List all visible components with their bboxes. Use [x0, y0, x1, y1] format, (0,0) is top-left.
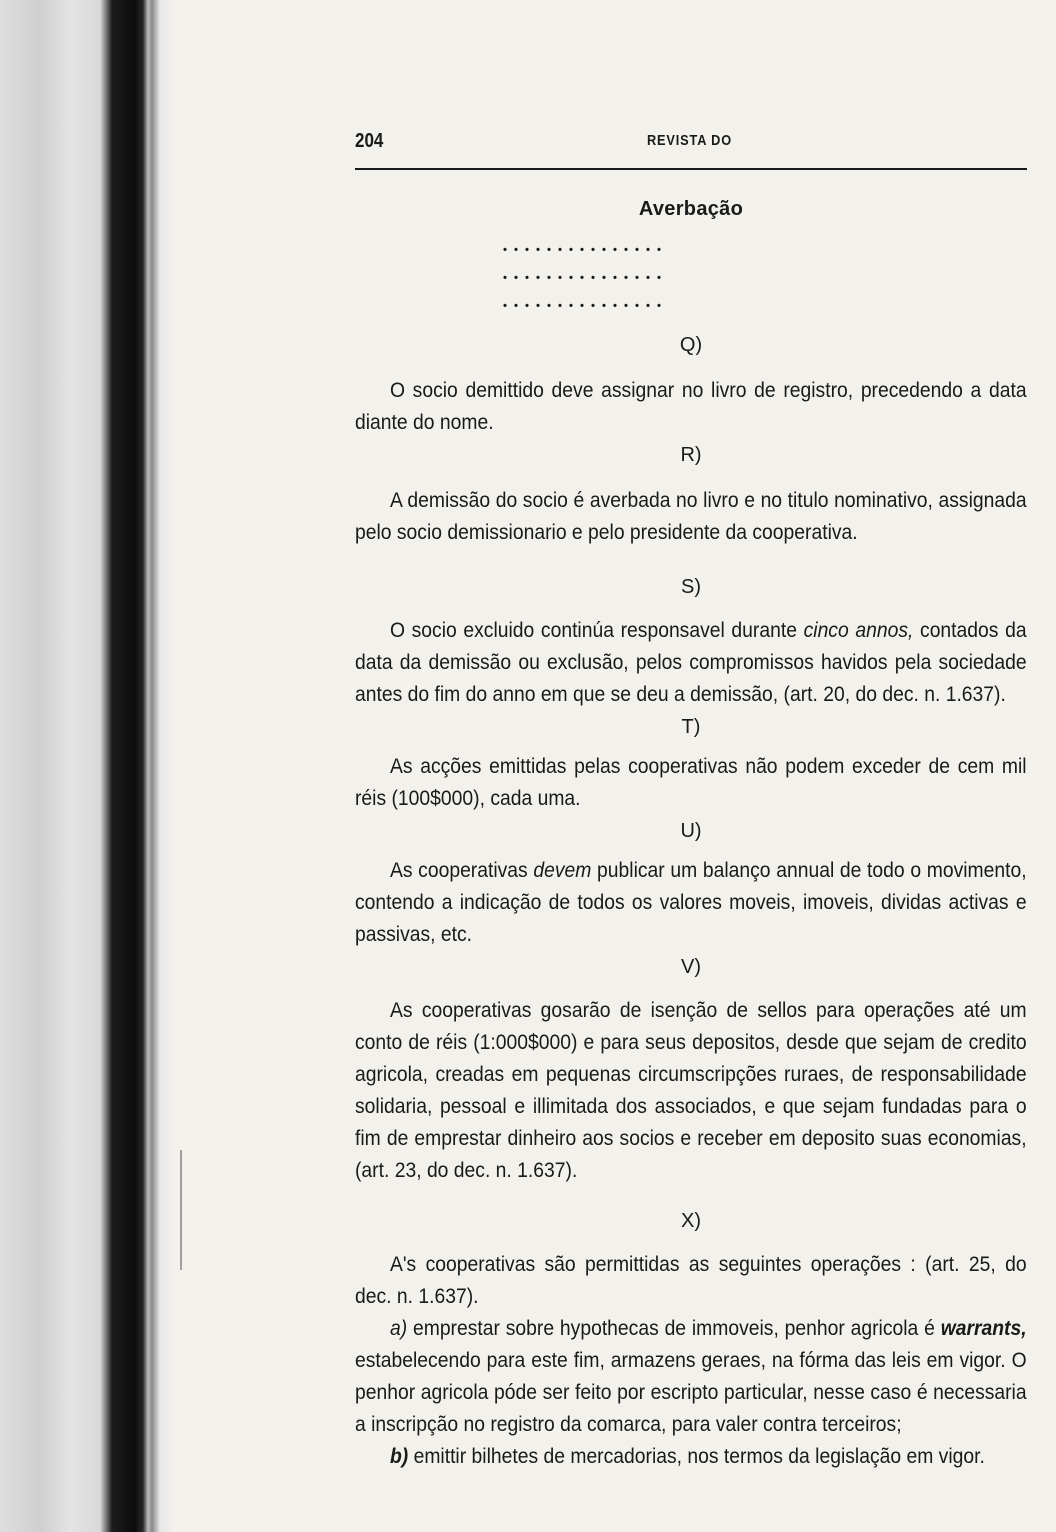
text-run: As cooperativas: [389, 859, 534, 882]
section-text: As cooperativas gosarão de isenção de sellos para operações até um conto de réis (1:000$000) e para seus depositos, desde que sejam de credito agricola, creadas em pequenas circumscripções ruraes, de responsabilidade solidaria, pessoal e illimitada dos associados, e que sejam fundadas para o fim de emprestar dinheiro aos socios e receber em deposito suas economias, (art. 23, do dec. n. 1.637).: [355, 999, 1027, 1182]
text-run: estabelecendo para este fim, armazens geraes, na fórma das leis em vigor. O penhor agricola póde ser feito por escripto particular, nesse caso é necessaria a inscripção no registro da comarca, para valer contra terceiros;: [355, 1349, 1027, 1436]
section-letter: S): [681, 576, 701, 598]
section-q: [355, 329, 1027, 439]
text-run: publicar um balanço annual de todo o movimento, contendo a indicação de todos os valores moveis, imoveis, dividas activas e passivas, etc.: [355, 859, 1027, 946]
page-number: 204: [355, 130, 384, 152]
section-text: [355, 615, 1027, 711]
section-text: A's cooperativas são permittidas as seguintes operações : (art. 25, do dec. n. 1.637).: [355, 1253, 1027, 1308]
section-s: [355, 571, 1027, 711]
section-letter: V): [681, 956, 701, 978]
section-text: A demissão do socio é averbada no livro e no titulo nominativo, assignada pelo socio demissionario e pelo presidente da cooperativa.: [355, 489, 1027, 544]
gutter-mark: [180, 1150, 182, 1270]
list-item: [355, 1313, 1027, 1441]
italic-run: warrants,: [940, 1317, 1027, 1340]
text-run: O socio excluido continúa responsavel durante: [389, 619, 804, 642]
text-run: emprestar sobre hypothecas de immoveis, penhor agricola é: [407, 1317, 941, 1340]
section-t: [355, 711, 1027, 815]
section-x: [355, 1205, 1027, 1313]
list-item: [355, 1441, 1027, 1473]
section-text: O socio demittido deve assignar no livro de registro, precedendo a data diante do nome.: [355, 379, 1027, 434]
section-u: [355, 815, 1027, 951]
scan-binding-edge: [0, 0, 175, 1532]
section-letter: Q): [679, 334, 703, 356]
item-marker: a): [389, 1317, 408, 1340]
page-body: [355, 120, 1027, 1473]
section-letter: U): [680, 820, 702, 842]
running-head: [355, 120, 1027, 164]
dot-line: ...............: [502, 234, 668, 256]
italic-run: cinco annos,: [803, 619, 914, 642]
text-run: emittir bilhetes de mercadorias, nos termos da legislação em vigor.: [408, 1445, 985, 1468]
dotted-placeholder: [435, 231, 735, 315]
journal-title: REVISTA DO: [647, 132, 733, 149]
header-rule: [355, 168, 1027, 170]
dot-line: ...............: [502, 262, 668, 284]
dot-line: ...............: [502, 290, 668, 312]
italic-run: devem: [533, 859, 592, 882]
item-marker: b): [389, 1445, 409, 1468]
section-r: [355, 439, 1027, 549]
text-run: contados da data da demissão ou exclusão, pelos compromissos havidos pela sociedade antes do fim do anno em que se deu a demissão, (art. 20, do dec. n. 1.637).: [355, 619, 1027, 706]
section-letter: T): [681, 716, 701, 738]
section-letter: R): [680, 444, 702, 466]
section-letter: X): [681, 1210, 701, 1232]
section-v: [355, 951, 1027, 1187]
section-text: As acções emittidas pelas cooperativas não podem exceder de cem mil réis (100$000), cada uma.: [355, 755, 1027, 810]
section-text: [355, 855, 1027, 951]
averbacao-heading: Averbação: [638, 198, 744, 220]
